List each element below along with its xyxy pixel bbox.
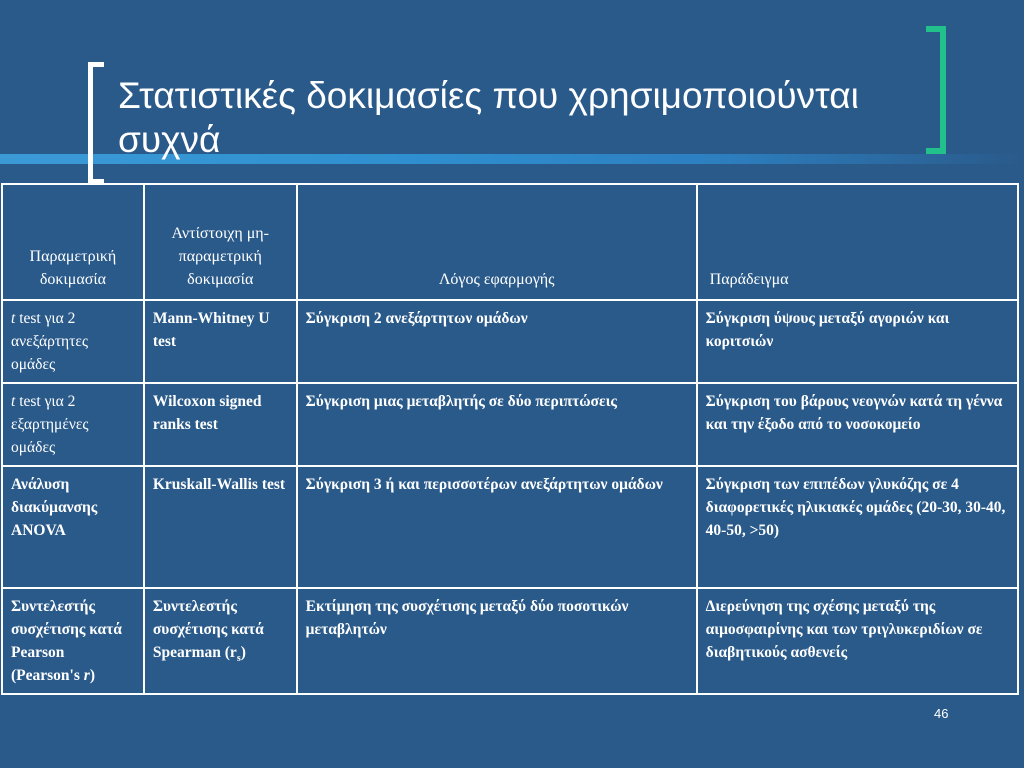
header-reason: Λόγος εφαρμογής <box>297 184 697 300</box>
cell-example: Διερεύνηση της σχέσης μεταξύ της αιμοσφαιρίνης και των τριγλυκεριδίων σε διαβητικούς ασθενείς <box>697 588 1018 694</box>
cell-nonparametric: Mann-Whitney U test <box>144 300 297 383</box>
italic-t: t <box>11 310 16 327</box>
cell-text-end: ) <box>89 667 95 684</box>
table-row <box>2 300 1018 383</box>
cell-example: Σύγκριση των επιπέδων γλυκόζης σε 4 διαφορετικές ηλικιακές ομάδες (20-30, 30-40, 40-50, >50) <box>697 466 1018 588</box>
cell-parametric <box>2 383 144 466</box>
cell-reason: Εκτίμηση της συσχέτισης μεταξύ δύο ποσοτικών μεταβλητών <box>297 588 697 694</box>
subscript-s: s <box>236 653 241 665</box>
cell-nonparametric: Wilcoxon signed ranks test <box>144 383 297 466</box>
italic-t: t <box>11 393 16 410</box>
slide-title: Στατιστικές δοκιμασίες που χρησιμοποιούνται συχνά <box>118 75 859 160</box>
table-row <box>2 588 1018 694</box>
table-row <box>2 383 1018 466</box>
cell-text: test για 2 ανεξάρτητες ομάδες <box>11 310 89 373</box>
cell-parametric: Ανάλυση διακύμανσης ANOVA <box>2 466 144 588</box>
italic-r: r <box>83 667 90 684</box>
cell-reason: Σύγκριση 2 ανεξάρτητων ομάδων <box>297 300 697 383</box>
header-parametric: Παραμετρική δοκιμασία <box>2 184 144 300</box>
cell-text-end: ) <box>240 644 246 661</box>
left-bracket-decoration <box>88 62 104 184</box>
cell-text: Συντελεστής συσχέτισης κατά Spearman (r <box>152 598 264 661</box>
cell-text: test για 2 εξαρτημένες ομάδες <box>11 393 89 456</box>
header-nonparametric: Αντίστοιχη μη-παραμετρική δοκιμασία <box>144 184 297 300</box>
cell-text: Συντελεστής συσχέτισης κατά Pearson (Pearson's <box>11 598 122 684</box>
table-header-row <box>2 184 1018 300</box>
cell-example: Σύγκριση ύψους μεταξύ αγοριών και κοριτσιών <box>697 300 1018 383</box>
page-number: 46 <box>934 706 949 721</box>
cell-nonparametric <box>144 588 297 694</box>
cell-parametric <box>2 300 144 383</box>
cell-nonparametric: Kruskall-Wallis test <box>144 466 297 588</box>
cell-reason: Σύγκριση μιας μεταβλητής σε δύο περιπτώσεις <box>297 383 697 466</box>
cell-reason: Σύγκριση 3 ή και περισσοτέρων ανεξάρτητων ομάδων <box>297 466 697 588</box>
statistical-tests-table <box>1 183 1019 695</box>
cell-parametric <box>2 588 144 694</box>
header-example: Παράδειγμα <box>697 184 1018 300</box>
table-row <box>2 466 1018 588</box>
cell-example: Σύγκριση του βάρους νεογνών κατά τη γέννα και την έξοδο από το νοσοκομείο <box>697 383 1018 466</box>
